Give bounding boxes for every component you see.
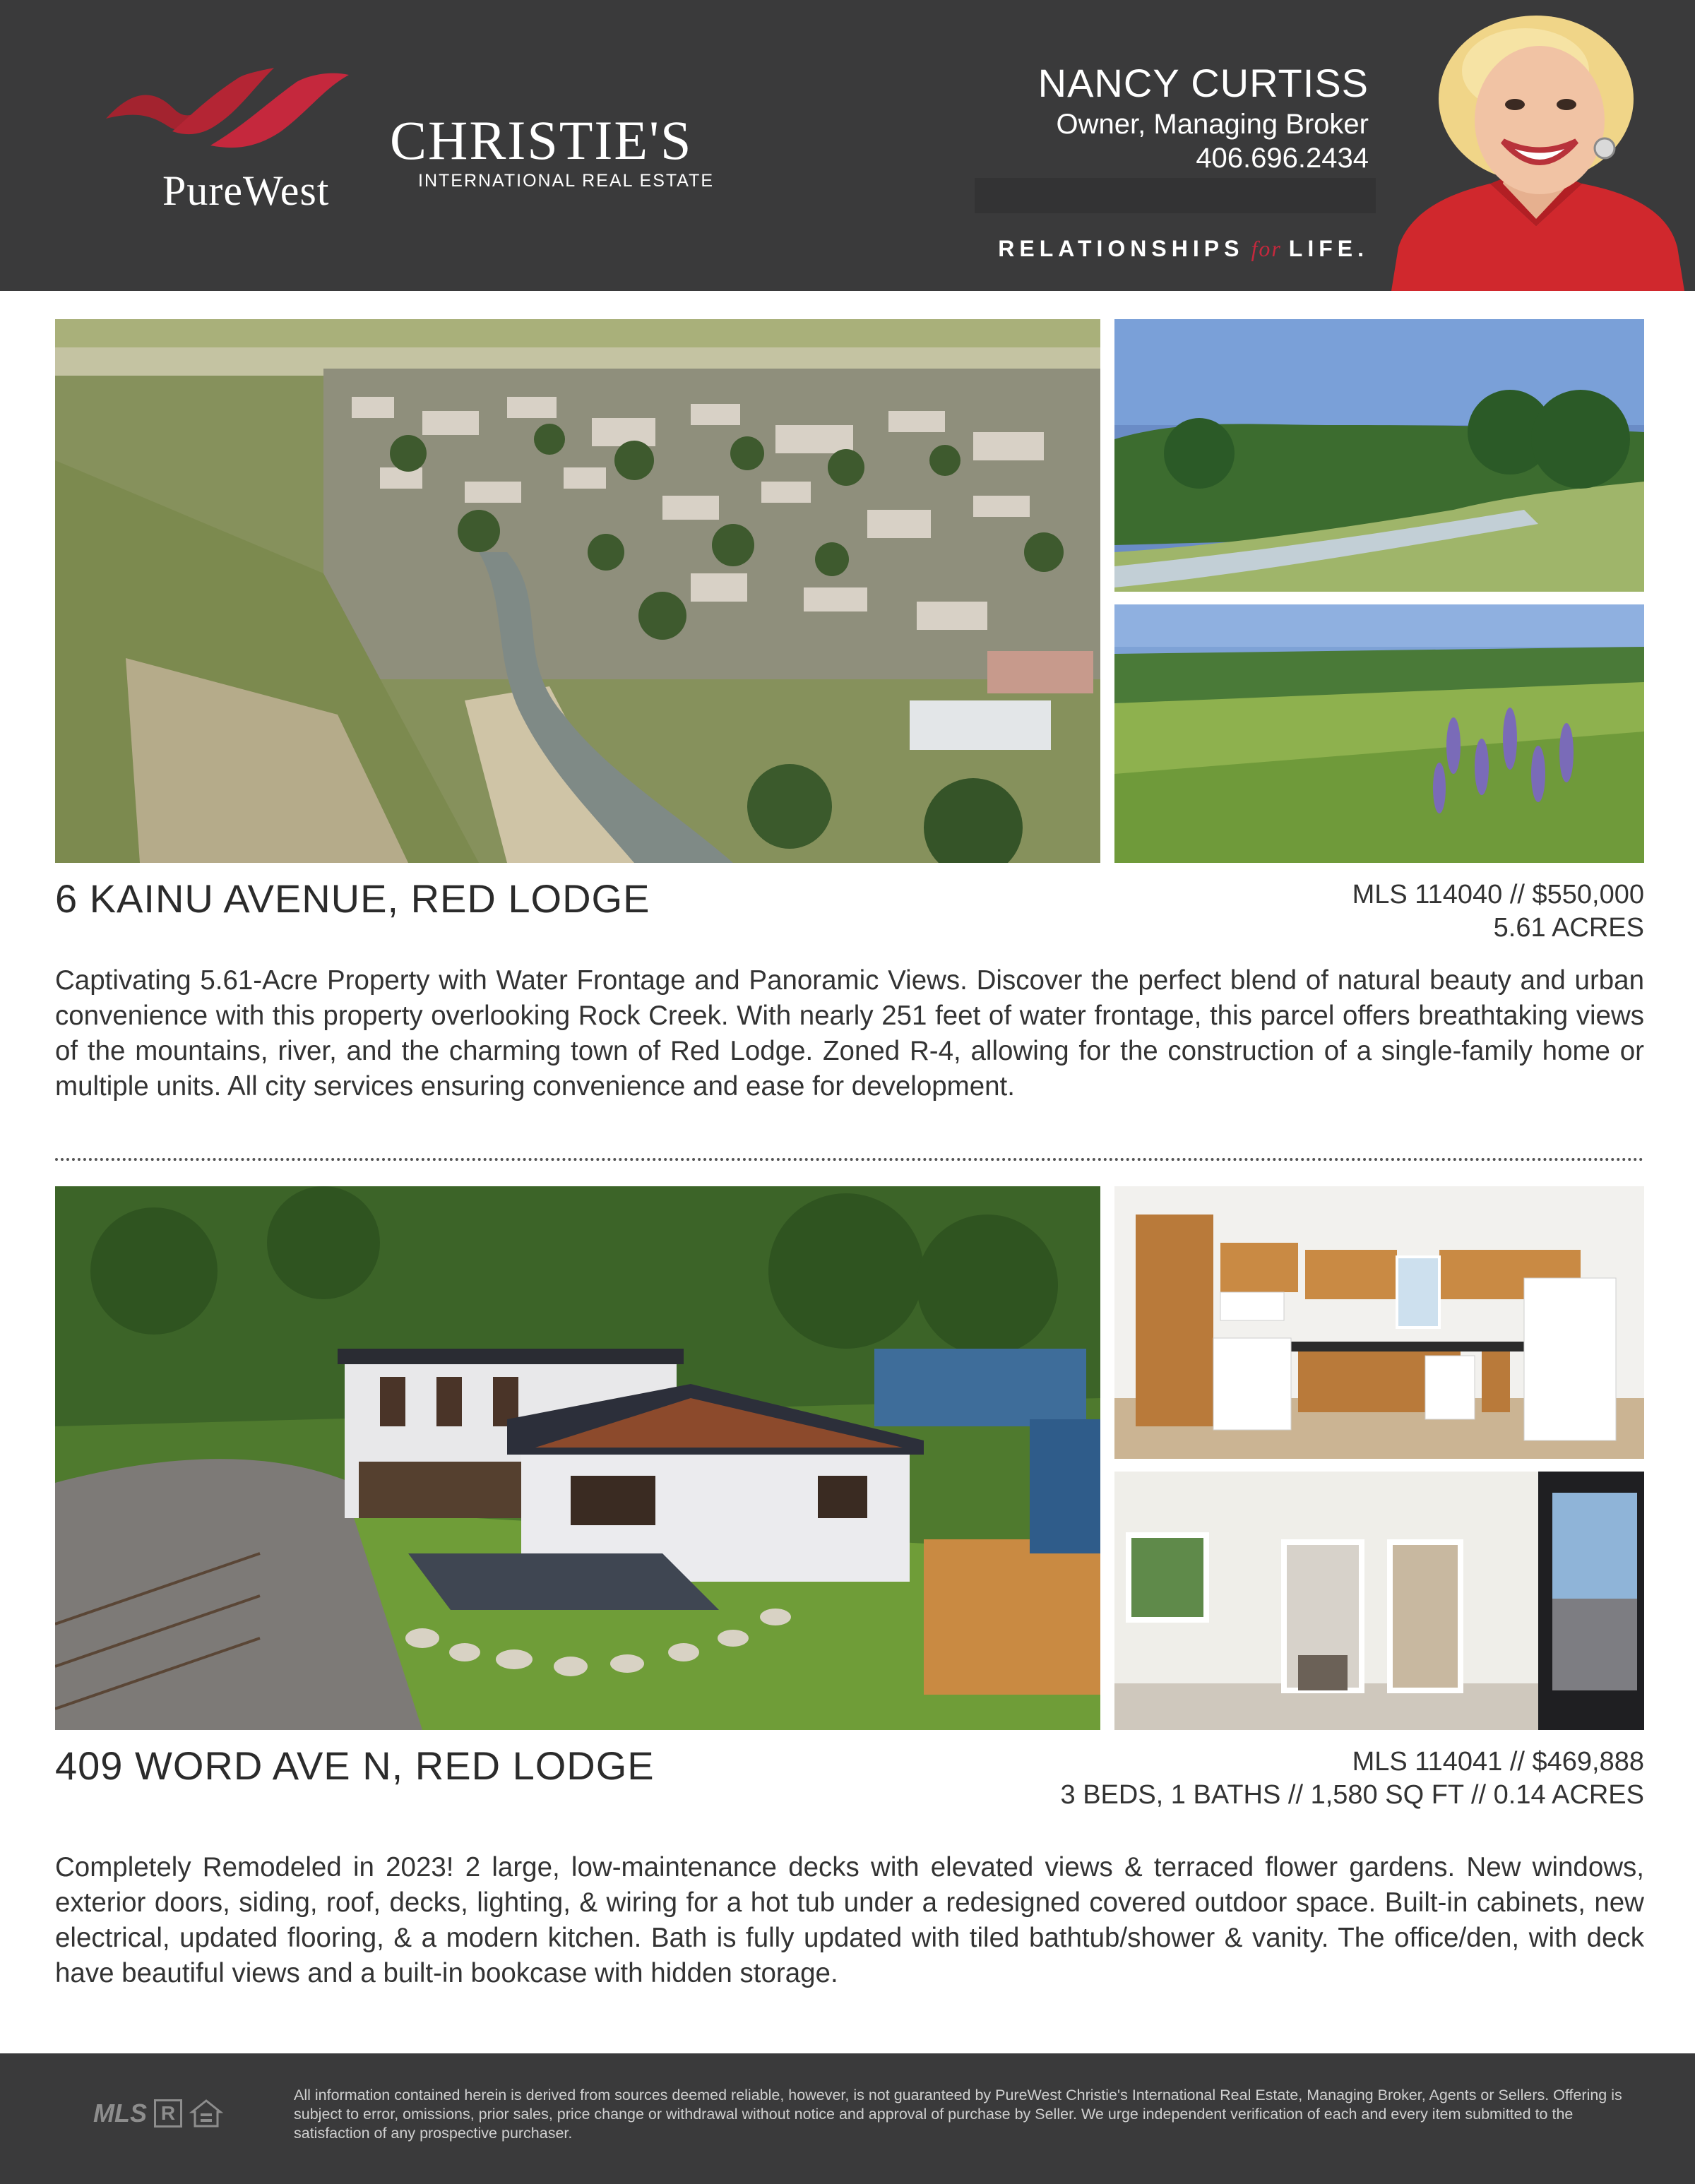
header-accent-strip	[975, 178, 1376, 213]
tagline	[998, 236, 1369, 262]
purewest-logo	[105, 68, 359, 216]
legal-disclaimer: All information contained herein is derived from sources deemed reliable, however, is not guaranteed by PureWest Christie's International Real Estate, Managing Broker, Agents or Sellers. Offering is subject to error, omissions, prior sales, price change or withdrawal without notice and approval of purchase by Seller. We urge independent verification of each and every item submitted to the satisfaction of any prospective purchaser.	[294, 2087, 1622, 2142]
listing-2-meta	[1061, 1746, 1645, 1812]
listing-2-kitchen-photo	[1114, 1186, 1644, 1459]
listing-2-details: 3 BEDS, 1 BATHS // 1,580 SQ FT // 0.14 ACRES	[1060, 1780, 1644, 1810]
listing-1-river-photo	[1114, 319, 1644, 592]
equal-housing-icon	[189, 2099, 223, 2128]
footer	[0, 2053, 1695, 2184]
agent-role: Owner, Managing Broker	[1056, 109, 1369, 140]
mls-logo: MLS	[93, 2099, 147, 2128]
footer-logos	[93, 2099, 223, 2128]
agent-phone[interactable]: 406.696.2434	[1196, 143, 1369, 174]
listing-2-description: Completely Remodeled in 2023! 2 large, low-maintenance decks with elevated views & terraced flower gardens. New windows, exterior doors, siding, roof, decks, lighting, & wiring for a hot tub under a redesigned covered outdoor space. Built-in cabinets, new electrical, updated flooring, & a modern kitchen. Bath is fully updated with tiled bathtub/shower & vanity. The office/den, with deck have beautiful views and a built-in bookcase with hidden storage.	[55, 1852, 1644, 1988]
listing-1-details: 5.61 ACRES	[1493, 913, 1644, 943]
agent-name: NANCY CURTISS	[1037, 61, 1369, 105]
listing-1-meadow-photo	[1114, 604, 1644, 863]
agent-portrait	[1384, 14, 1688, 291]
listing-1-meta	[1352, 878, 1644, 945]
listing-2-main-photo	[55, 1186, 1100, 1730]
purewest-wordmark: PureWest	[162, 167, 330, 214]
listing-2-address: 409 WORD AVE N, RED LODGE	[55, 1743, 655, 1788]
tagline-right: LIFE.	[1288, 236, 1369, 261]
dotted-divider	[55, 1158, 1644, 1161]
listing-1-mls-price: MLS 114040 // $550,000	[1352, 880, 1644, 909]
christies-logo	[390, 109, 757, 191]
agent-info	[1038, 62, 1369, 175]
header-banner	[0, 0, 1695, 291]
listing-2-interior-photo	[1114, 1472, 1644, 1730]
listing-1-address: 6 KAINU AVENUE, RED LODGE	[55, 876, 650, 921]
listing-2-mls-price: MLS 114041 // $469,888	[1352, 1747, 1644, 1777]
listing-1-description: Captivating 5.61-Acre Property with Water Frontage and Panoramic Views. Discover the perfect blend of natural beauty and urban convenience with this property overlooking Rock Creek. With nearly 251 feet of water frontage, this parcel offers breathtaking views of the mountains, river, and the charming town of Red Lodge. Zoned R-4, allowing for the construction of a single-family home or multiple units. All city services ensuring convenience and ease for development.	[55, 965, 1644, 1102]
tagline-for: for	[1251, 236, 1282, 261]
purewest-swoosh-icon	[105, 68, 359, 167]
tagline-left: RELATIONSHIPS	[998, 236, 1244, 261]
listing-1-main-photo	[55, 319, 1100, 863]
realtor-logo: R	[154, 2099, 182, 2128]
christies-wordmark: CHRISTIE'S	[390, 109, 693, 171]
christies-subtitle: INTERNATIONAL REAL ESTATE	[418, 171, 715, 191]
